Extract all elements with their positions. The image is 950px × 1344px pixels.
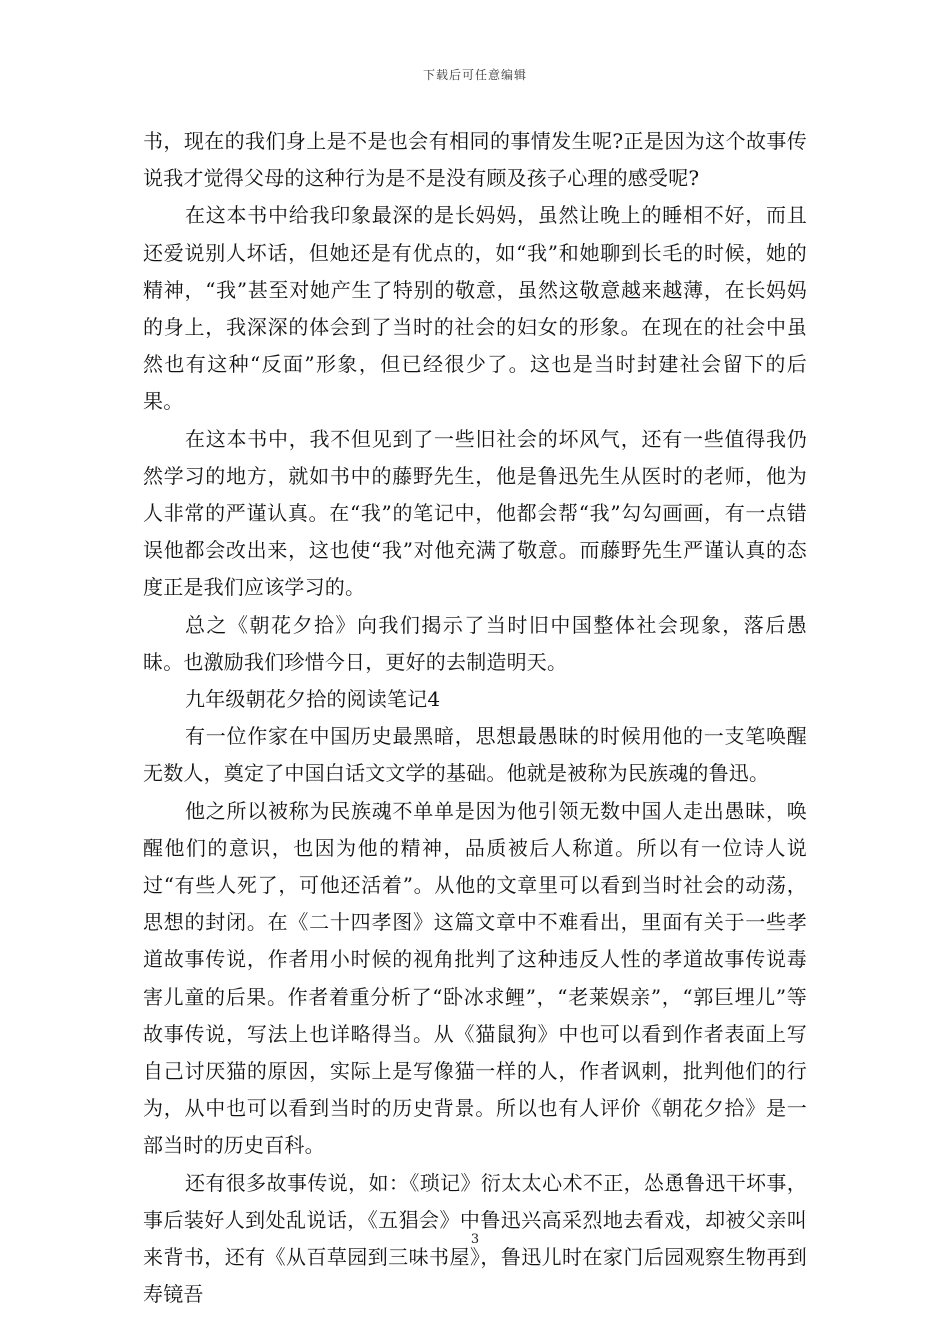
paragraph: 在这本书中，我不但见到了一些旧社会的坏风气，还有一些值得我仍然学习的地方，就如书中的藤野先生，他是鲁迅先生从医时的老师，他为人非常的严谨认真。在“我”的笔记中，他都会帮“我”勾勾画画，有一点错误他都会改出来，这也使“我”对他充满了敬意。而藤野先生严谨认真的态度正是我们应该学习的。 (143, 426, 807, 600)
paragraph: 在这本书中给我印象最深的是长妈妈，虽然让晚上的睡相不好，而且还爱说别人坏话，但她还是有优点的，如“我”和她聊到长毛的时候，她的精神，“我”甚至对她产生了特别的敬意，虽然这敬意越来越薄，在长妈妈的身上，我深深的体会到了当时的社会的妇女的形象。在现在的社会中虽然也有这种“反面”形象，但已经很少了。这也是当时封建社会留下的后果。 (143, 203, 807, 414)
section-heading: 九年级朝花夕拾的阅读笔记4 (185, 687, 441, 712)
page-number: 3 (470, 1232, 480, 1247)
paragraph: 有一位作家在中国历史最黑暗，思想最愚昧的时候用他的一支笔唤醒无数人，奠定了中国白话文文学的基础。他就是被称为民族魂的鲁迅。 (143, 724, 807, 786)
paragraph: 还有很多故事传说，如：《琐记》衍太太心术不正，怂恿鲁迅干坏事，事后装好人到处乱说话，《五猖会》中鲁迅兴高采烈地去看戏，却被父亲叫来背书，还有《从百草园到三味书屋》，鲁迅儿时在家门后园观察生物再到寿镜吾 (143, 1170, 807, 1307)
paragraph: 他之所以被称为民族魂不单单是因为他引领无数中国人走出愚昧，唤醒他们的意识，也因为他的精神，品质被后人称道。所以有一位诗人说过“有些人死了，可他还活着”。从他的文章里可以看到当时社会的动荡，思想的封闭。在《二十四孝图》这篇文章中不难看出，里面有关于一些孝道故事传说，作者用小时候的视角批判了这种违反人性的孝道故事传说毒害儿童的后果。作者着重分析了“卧冰求鲤”，“老莱娱亲”，“郭巨埋儿”等故事传说，写法上也详略得当。从《猫鼠狗》中也可以看到作者表面上写自己讨厌猫的原因，实际上是写像猫一样的人，作者讽刺，批判他们的行为，从中也可以看到当时的历史背景。所以也有人评价《朝花夕拾》是一部当时的历史百科。 (143, 798, 807, 1158)
paragraph: 总之《朝花夕拾》向我们揭示了当时旧中国整体社会现象，落后愚昧。也激励我们珍惜今日，更好的去制造明天。 (143, 612, 807, 674)
paragraph-continuation: 书，现在的我们身上是不是也会有相同的事情发生呢?正是因为这个故事传说我才觉得父母的这种行为是不是没有顾及孩子心理的感受呢? (143, 129, 807, 191)
document-body (143, 123, 807, 1314)
page-header: 下载后可任意编辑 (422, 68, 527, 82)
